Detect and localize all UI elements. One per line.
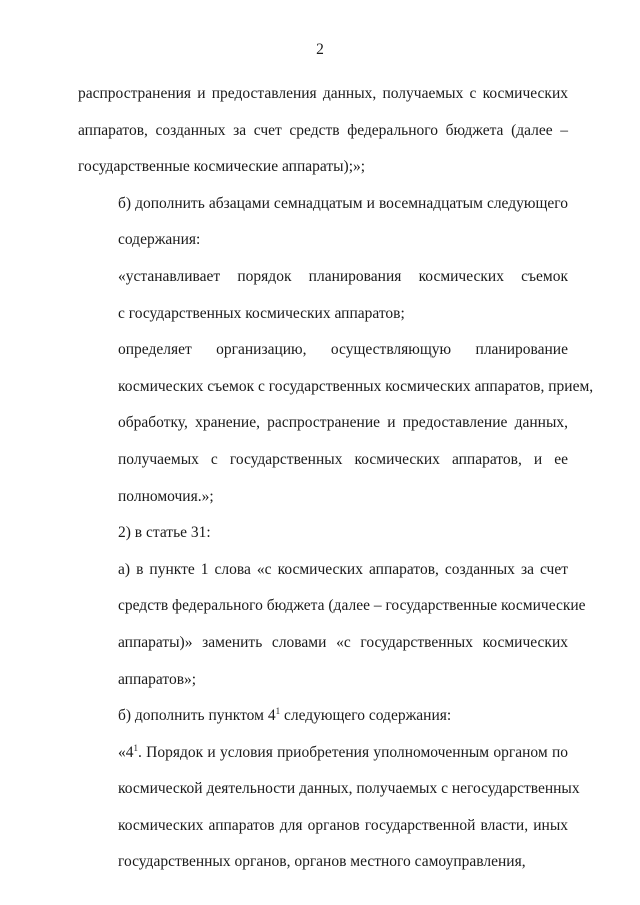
text-line: аппаратов»; [118, 670, 197, 688]
text-line: б) дополнить абзацами семнадцатым и восемнадцатым следующего [118, 194, 568, 212]
text-line: государственные космические аппараты);»; [78, 158, 366, 176]
text-line: распространения и предоставления данных, получаемых с космических [78, 85, 568, 102]
text-line: с государственных космических аппаратов; [118, 304, 405, 322]
text-line: космических съемок с государственных космических аппаратов, прием, [118, 377, 594, 395]
text-line: аппараты)» заменить словами «с государственных космических [118, 633, 568, 651]
paragraph [78, 76, 568, 186]
paragraph [78, 515, 568, 552]
text-line: аппаратов, созданных за счет средств федерального бюджета (далее – [78, 121, 568, 139]
text-line: а) в пункте 1 слова «с космических аппаратов, созданных за счет [118, 560, 568, 578]
paragraph [78, 259, 568, 332]
paragraph [78, 735, 580, 881]
text-line: «устанавливает порядок планирования космических съемок [118, 267, 568, 285]
text-line: б) дополнить пунктом $4^1$ следующего содержания: [118, 705, 452, 725]
text-line: полномочия.»; [118, 487, 214, 505]
paragraph [78, 698, 568, 735]
text-line: 2) в статье 31: [118, 524, 211, 542]
paragraph [78, 332, 594, 515]
text-line: обработку, хранение, распространение и предоставление данных, [118, 414, 568, 432]
text-line: получаемых с государственных космических аппаратов, и ее [118, 450, 568, 468]
page-number: 2 [316, 41, 324, 58]
document-body [78, 76, 594, 881]
text-line: космических аппаратов для органов государственной власти, иных [118, 816, 568, 834]
text-line: космической деятельности данных, получаемых с негосударственных [118, 780, 580, 798]
text-line: содержания: [118, 231, 201, 249]
text-line: государственных органов, органов местного самоуправления, [118, 853, 526, 871]
text-line: «$4^1$. Порядок и условия приобретения уполномоченным органом по [118, 742, 568, 761]
text-line: средств федерального бюджета (далее – государственные космические [118, 597, 586, 615]
paragraph [78, 552, 586, 698]
text-line: определяет организацию, осуществляющую планирование [118, 341, 568, 359]
paragraph [78, 186, 568, 259]
